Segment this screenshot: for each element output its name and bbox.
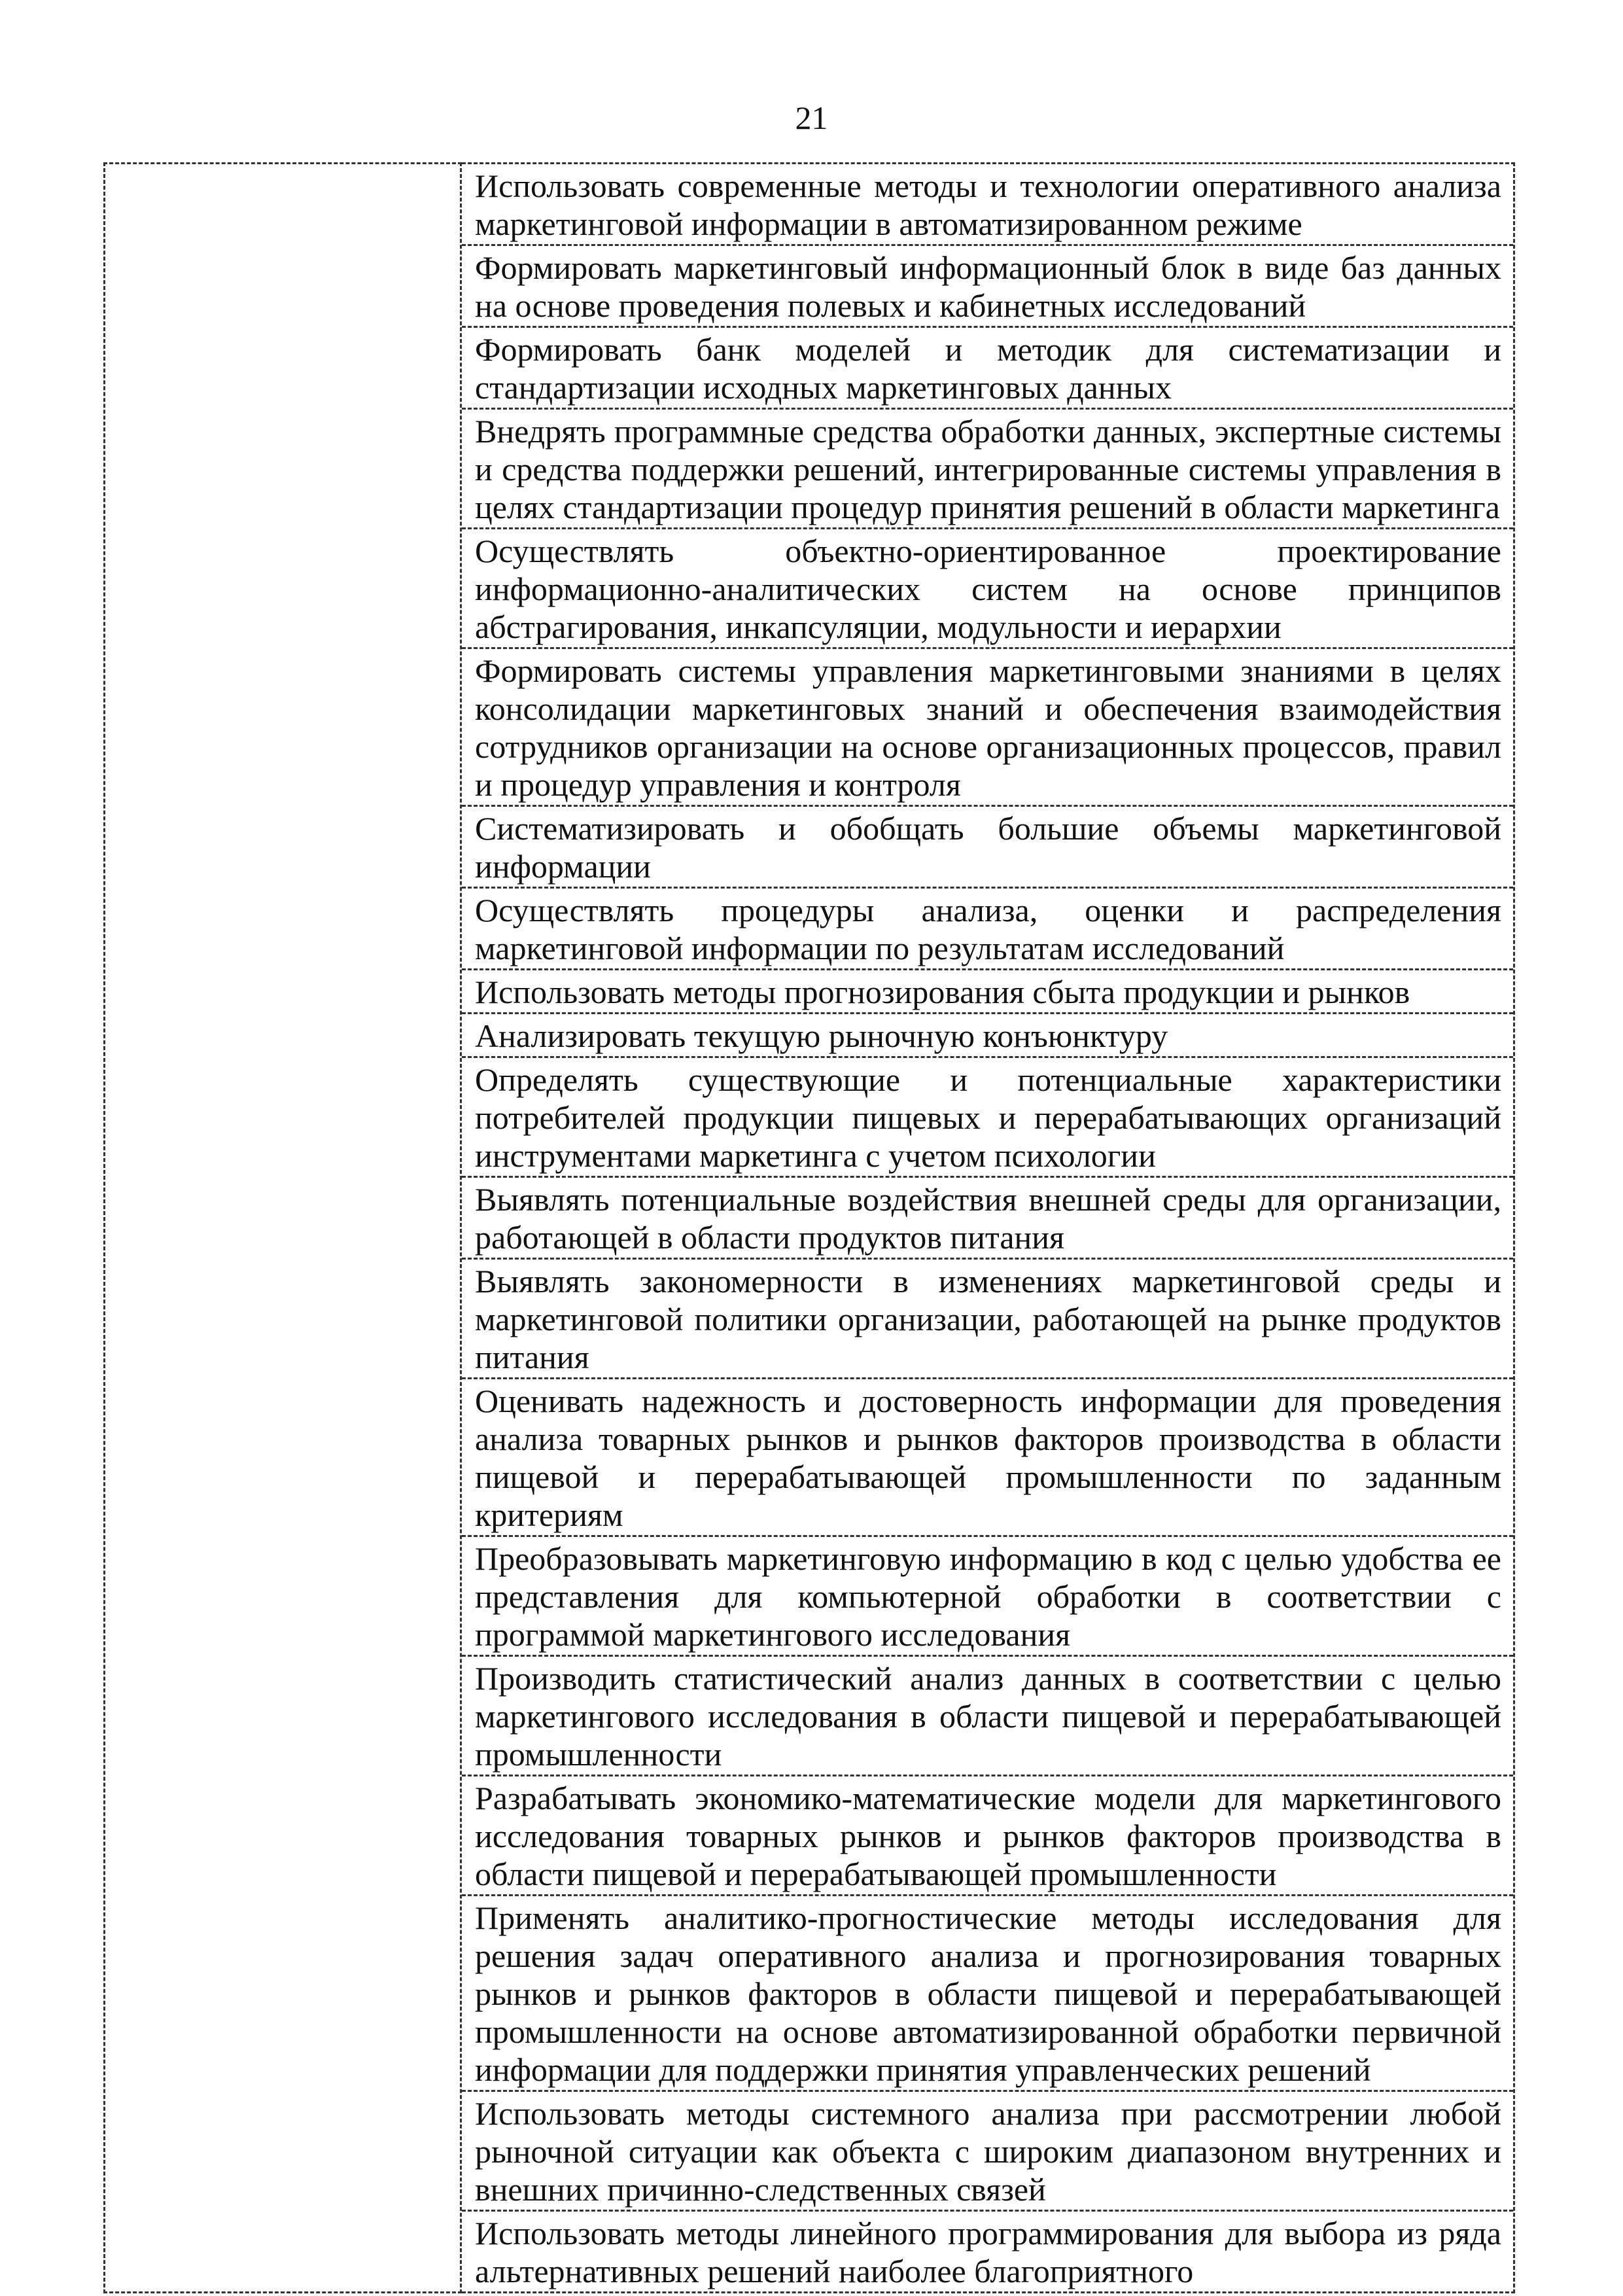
skill-item: Осуществлять объектно-ориентированное проектирование информационно-аналитических систем на основе принципов абстрагирования, инкапсуляции, модульности и иерархии bbox=[462, 529, 1513, 649]
skill-item: Выявлять закономерности в изменениях маркетинговой среды и маркетинговой политики организации, работающей на рынке продуктов питания bbox=[462, 1260, 1513, 1379]
skill-item: Формировать системы управления маркетинговыми знаниями в целях консолидации маркетинговых знаний и обеспечения взаимодействия сотрудников организации на основе организационных процессов, правил и процедур управления и контроля bbox=[462, 649, 1513, 807]
skill-item: Использовать современные методы и технологии оперативного анализа маркетинговой информации в автоматизированном режиме bbox=[462, 164, 1513, 246]
skill-item: Определять существующие и потенциальные характеристики потребителей продукции пищевых и перерабатывающих организаций инструментами маркетинга с учетом психологии bbox=[462, 1058, 1513, 1178]
skill-item: Разрабатывать экономико-математические модели для маркетингового исследования товарных рынков и рынков факторов производства в области пищевой и перерабатывающей промышленности bbox=[462, 1776, 1513, 1896]
skill-item: Применять аналитико-прогностические методы исследования для решения задач оперативного анализа и прогнозирования товарных рынков и рынков факторов в области пищевой и перерабатывающей промышленности на основе автоматизированной обработки первичной информации для поддержки принятия управленческих решений bbox=[462, 1896, 1513, 2092]
skill-item: Преобразовывать маркетинговую информацию в код с целью удобства ее представления для компьютерной обработки в соответствии с программой маркетингового исследования bbox=[462, 1537, 1513, 1657]
skill-item: Производить статистический анализ данных в соответствии с целью маркетингового исследования в области пищевой и перерабатывающей промышленности bbox=[462, 1657, 1513, 1776]
skill-item: Оценивать надежность и достоверность информации для проведения анализа товарных рынков и рынков факторов производства в области пищевой и перерабатывающей промышленности по заданным критериям bbox=[462, 1379, 1513, 1537]
skills-table bbox=[103, 162, 1515, 2293]
empty-left-cell bbox=[105, 164, 461, 2293]
skills-cell bbox=[461, 164, 1514, 2293]
skill-item: Использовать методы линейного программирования для выбора из ряда альтернативных решений наиболее благоприятного bbox=[475, 2215, 1501, 2289]
skill-item: Анализировать текущую рыночную конъюнктуру bbox=[462, 1014, 1513, 1058]
table-row bbox=[105, 164, 1514, 2293]
skill-item: Систематизировать и обобщать большие объемы маркетинговой информации bbox=[462, 807, 1513, 889]
skill-item: Осуществлять процедуры анализа, оценки и распределения маркетинговой информации по результатам исследований bbox=[462, 889, 1513, 970]
skill-item: Выявлять потенциальные воздействия внешней среды для организации, работающей в области продуктов питания bbox=[462, 1178, 1513, 1260]
skill-item: Внедрять программные средства обработки данных, экспертные системы и средства поддержки решений, интегрированные системы управления в целях стандартизации процедур принятия решений в области маркетинга bbox=[462, 410, 1513, 529]
skill-item: Использовать методы системного анализа при рассмотрении любой рыночной ситуации как объекта с широким диапазоном внутренних и внешних причинно-следственных связей bbox=[462, 2092, 1513, 2212]
page-number: 21 bbox=[795, 99, 828, 136]
skill-item: Формировать маркетинговый информационный блок в виде баз данных на основе проведения полевых и кабинетных исследований bbox=[462, 246, 1513, 328]
skill-item: Формировать банк моделей и методик для систематизации и стандартизации исходных маркетинговых данных bbox=[462, 328, 1513, 410]
skill-item: Использовать методы прогнозирования сбыта продукции и рынков bbox=[462, 970, 1513, 1014]
